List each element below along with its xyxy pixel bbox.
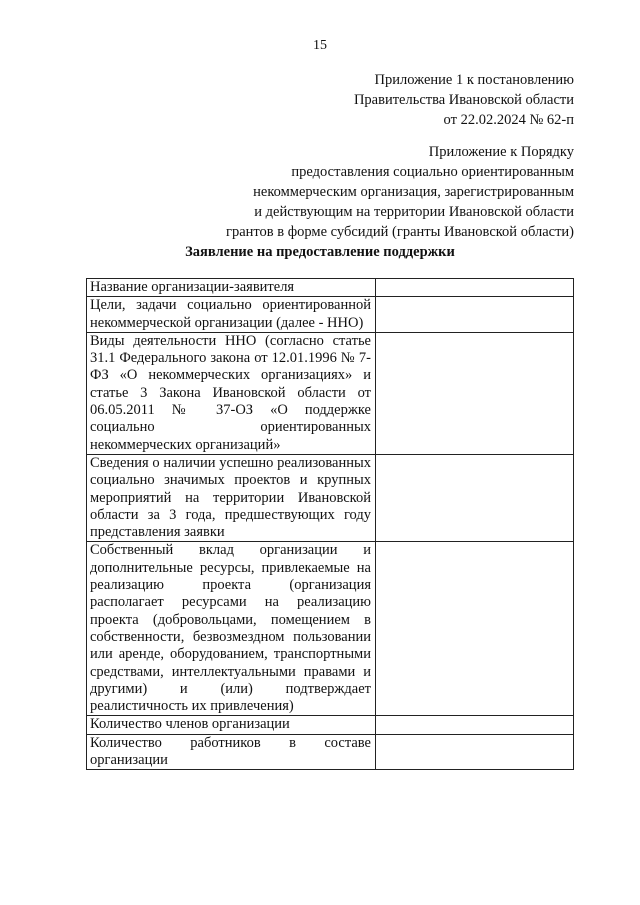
row-value-employees-count[interactable] xyxy=(376,734,574,770)
row-value-activities[interactable] xyxy=(376,332,574,454)
row-label-activities: Виды деятельности ННО (согласно статье 31.1 Федерального закона от 12.01.1996 № 7-ФЗ «О некоммерческих организациях» и статье 3 Закона Ивановской области от 06.05.2011 № 37-ОЗ «О поддержке социально ориентированных некоммерческих организаций» xyxy=(87,332,376,454)
row-label-own-contribution: Собственный вклад организации и дополнительные ресурсы, привлекаемые на реализацию проекта (организация располагает ресурсами на реализацию проекта (добровольцами, помещением в собственности, безвозмездном пользовании или аренде, оборудованием, транспортными средствами, интеллектуальными правами и другими) и (или) подтверждает реалистичность их привлечения) xyxy=(87,542,376,716)
row-value-own-contribution[interactable] xyxy=(376,542,574,716)
approval-header xyxy=(354,70,574,130)
table-row xyxy=(87,734,574,770)
approval-header-line: Приложение 1 к постановлению xyxy=(374,72,574,88)
order-header-line: грантов в форме субсидий (гранты Ивановской области) xyxy=(226,224,574,240)
table-row xyxy=(87,542,574,716)
approval-header-line: от 22.02.2024 № 62-п xyxy=(443,112,574,128)
row-label-employees-count: Количество работников в составе организации xyxy=(87,734,376,770)
row-value-goals[interactable] xyxy=(376,297,574,333)
row-label-organization-name: Название организации-заявителя xyxy=(87,279,376,297)
table-row xyxy=(87,716,574,734)
row-value-projects[interactable] xyxy=(376,454,574,541)
table-row xyxy=(87,332,574,454)
order-header-line: некоммерческим организация, зарегистрированным xyxy=(253,184,574,200)
order-header-line: Приложение к Порядку xyxy=(428,144,574,160)
row-label-goals: Цели, задачи социально ориентированной некоммерческой организации (далее - ННО) xyxy=(87,297,376,333)
table-row xyxy=(87,297,574,333)
approval-header-line: Правительства Ивановской области xyxy=(353,92,574,108)
table-row xyxy=(87,279,574,297)
order-header xyxy=(226,142,574,242)
form-title: Заявление на предоставление поддержки xyxy=(185,244,455,260)
table-row xyxy=(87,454,574,541)
order-header-line: и действующим на территории Ивановской области xyxy=(254,204,574,220)
application-form-table xyxy=(86,278,574,770)
order-header-line: предоставления социально ориентированным xyxy=(291,164,574,180)
row-value-organization-name[interactable] xyxy=(376,279,574,297)
row-label-members-count: Количество членов организации xyxy=(87,716,376,734)
page-number: 15 xyxy=(313,38,327,53)
row-value-members-count[interactable] xyxy=(376,716,574,734)
row-label-projects: Сведения о наличии успешно реализованных социально значимых проектов и крупных мероприятий на территории Ивановской области за 3 года, предшествующих году представления заявки xyxy=(87,454,376,541)
